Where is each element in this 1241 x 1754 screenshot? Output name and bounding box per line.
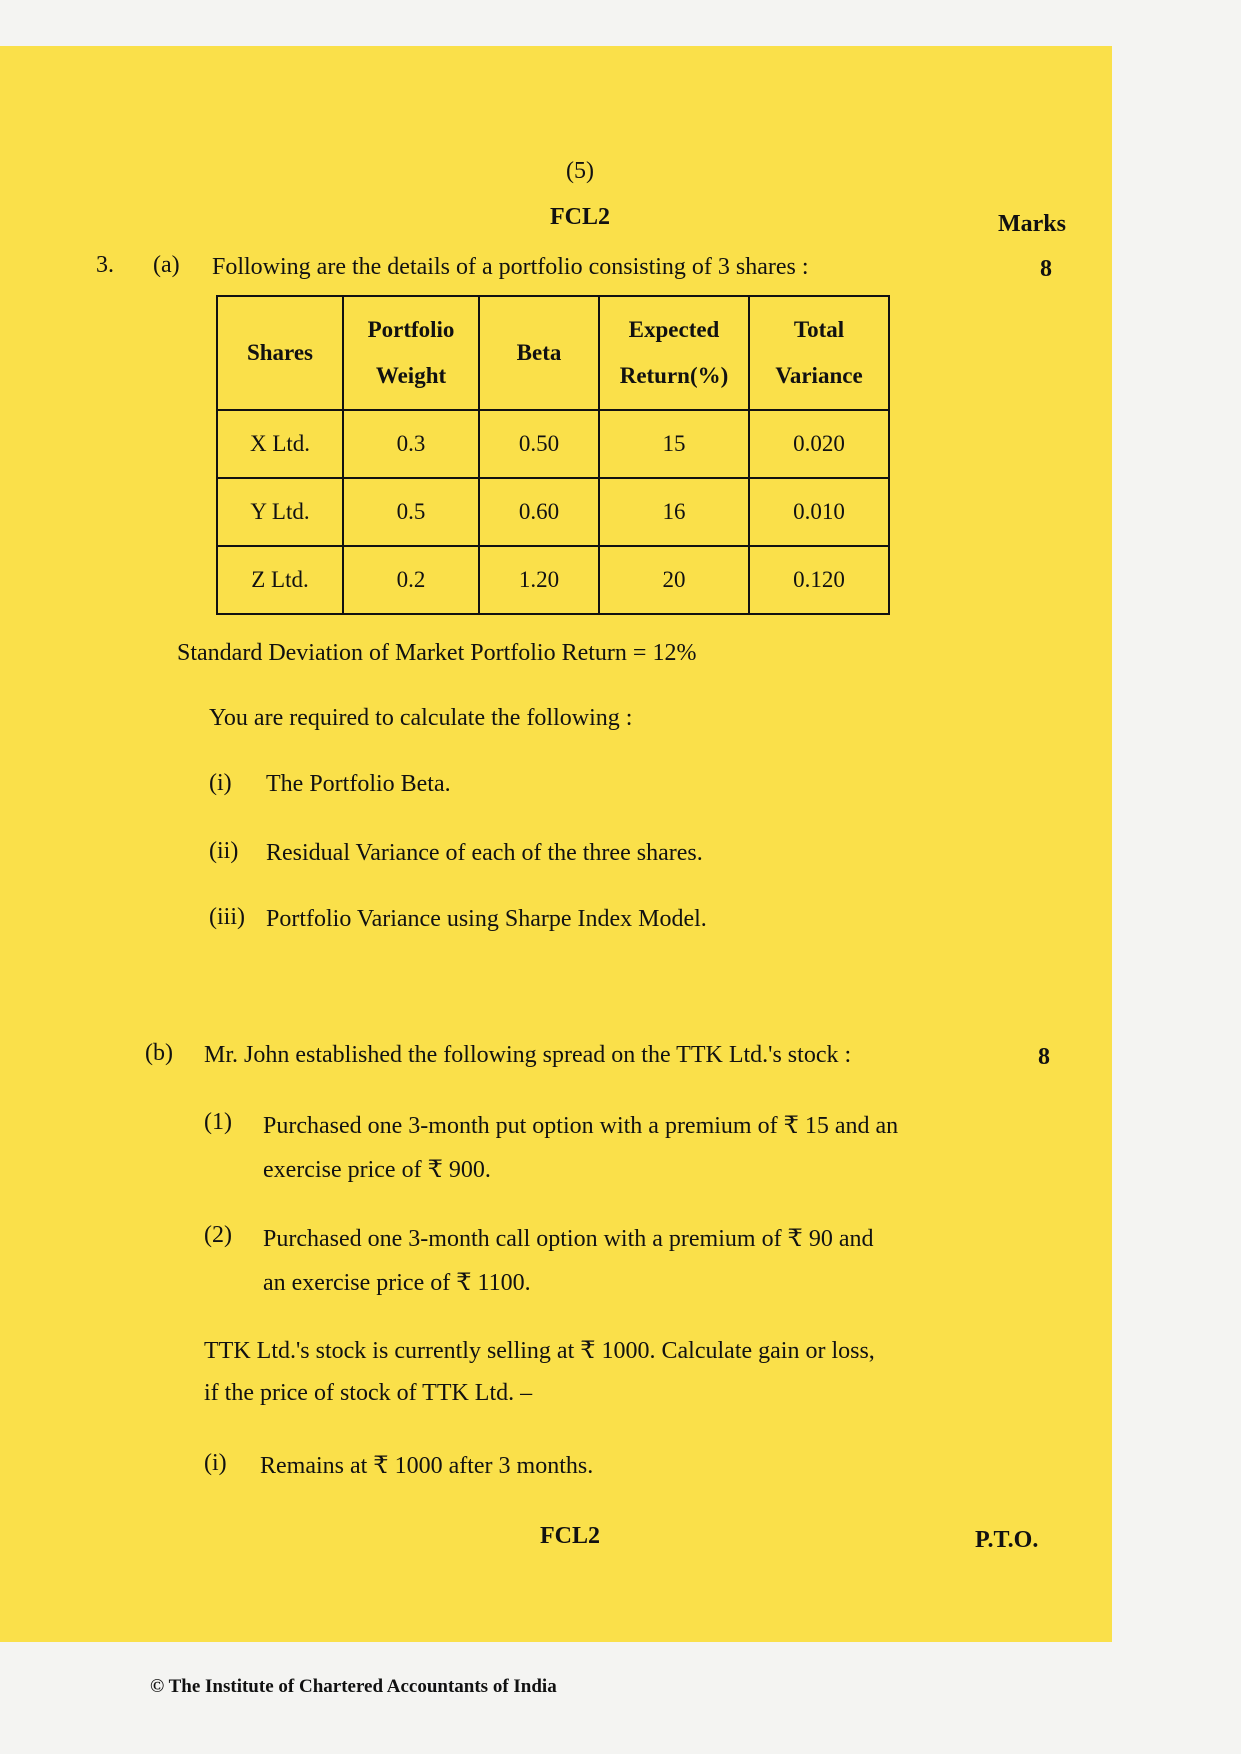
item-b-1-line2: exercise price of ₹ 900. [263, 1157, 491, 1183]
sd-note: Standard Deviation of Market Portfolio Return = 12% [177, 640, 697, 666]
cell-variance: 0.010 [749, 478, 889, 546]
item-a-ii-label: (ii) [209, 838, 239, 864]
stock-text-line2: if the price of stock of TTK Ltd. – [204, 1380, 533, 1406]
header-total-variance: Total Variance [749, 296, 889, 410]
stock-text-line1: TTK Ltd.'s stock is currently selling at ₹ 1000. Calculate gain or loss, [204, 1338, 875, 1364]
item-a-iii-label: (iii) [209, 904, 245, 930]
cell-weight: 0.5 [343, 478, 479, 546]
cell-beta: 1.20 [479, 546, 599, 614]
portfolio-table [216, 295, 890, 615]
item-b-i-text: Remains at ₹ 1000 after 3 months. [260, 1453, 594, 1479]
item-b-i-label: (i) [204, 1450, 227, 1476]
item-a-i-label: (i) [209, 770, 232, 796]
table-row [217, 410, 889, 478]
header-beta: Beta [479, 296, 599, 410]
cell-share: Z Ltd. [217, 546, 343, 614]
part-a-label: (a) [153, 252, 180, 278]
part-b-marks: 8 [1038, 1044, 1050, 1070]
part-b-label: (b) [145, 1040, 173, 1066]
cell-variance: 0.120 [749, 546, 889, 614]
item-b-2-line2: an exercise price of ₹ 1100. [263, 1270, 531, 1296]
cell-return: 15 [599, 410, 749, 478]
item-b-1-label: (1) [204, 1109, 232, 1135]
cell-beta: 0.60 [479, 478, 599, 546]
item-b-2-line1: Purchased one 3-month call option with a premium of ₹ 90 and [263, 1226, 874, 1252]
cell-share: Y Ltd. [217, 478, 343, 546]
item-b-2-label: (2) [204, 1222, 232, 1248]
paper-code-footer: FCL2 [540, 1523, 600, 1549]
cell-beta: 0.50 [479, 410, 599, 478]
part-b-intro: Mr. John established the following spread on the TTK Ltd.'s stock : [204, 1042, 852, 1068]
marks-header: Marks [998, 211, 1066, 237]
pto-label: P.T.O. [975, 1527, 1039, 1553]
required-text: You are required to calculate the following : [209, 705, 633, 731]
header-expected-return: Expected Return(%) [599, 296, 749, 410]
part-a-intro: Following are the details of a portfolio consisting of 3 shares : [212, 254, 809, 280]
cell-return: 20 [599, 546, 749, 614]
part-a-marks: 8 [1040, 256, 1052, 282]
paper-code-header: FCL2 [550, 204, 610, 230]
cell-weight: 0.3 [343, 410, 479, 478]
header-portfolio-weight: Portfolio Weight [343, 296, 479, 410]
cell-return: 16 [599, 478, 749, 546]
table-row [217, 546, 889, 614]
table-row [217, 478, 889, 546]
question-number: 3. [96, 252, 114, 278]
table-header-row [217, 296, 889, 410]
copyright-footer: © The Institute of Chartered Accountants of India [150, 1676, 557, 1697]
item-b-1-line1: Purchased one 3-month put option with a premium of ₹ 15 and an [263, 1113, 899, 1139]
item-a-iii-text: Portfolio Variance using Sharpe Index Model. [266, 906, 707, 932]
header-shares: Shares [217, 296, 343, 410]
item-a-i-text: The Portfolio Beta. [266, 771, 451, 797]
page-number: (5) [566, 158, 594, 184]
cell-variance: 0.020 [749, 410, 889, 478]
item-a-ii-text: Residual Variance of each of the three shares. [266, 840, 703, 866]
cell-share: X Ltd. [217, 410, 343, 478]
cell-weight: 0.2 [343, 546, 479, 614]
